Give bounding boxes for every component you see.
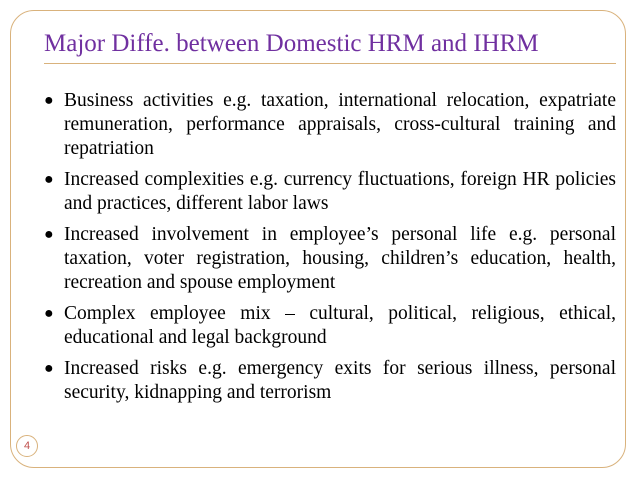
bullet-item bbox=[44, 302, 616, 350]
bullet-text: Complex employee mix – cultural, political, religious, ethical, educational and legal background bbox=[64, 303, 616, 348]
page-number-badge: 4 bbox=[16, 435, 38, 457]
bullet-icon: ● bbox=[44, 305, 54, 322]
bullet-item bbox=[44, 89, 616, 161]
bullet-item bbox=[44, 223, 616, 295]
bullet-icon: ● bbox=[44, 171, 54, 188]
bullet-text: Increased risks e.g. emergency exits for serious illness, personal security, kidnapping and terrorism bbox=[64, 358, 616, 403]
bullet-list bbox=[44, 89, 616, 412]
slide-title: Major Diffe. between Domestic HRM and IHRM bbox=[44, 30, 539, 57]
bullet-text: Business activities e.g. taxation, international relocation, expatriate remuneration, performance appraisals, cross-cultural training and repatriation bbox=[64, 90, 616, 159]
bullet-text: Increased complexities e.g. currency fluctuations, foreign HR policies and practices, different labor laws bbox=[64, 169, 616, 214]
title-divider bbox=[44, 63, 616, 64]
bullet-item bbox=[44, 168, 616, 216]
bullet-icon: ● bbox=[44, 92, 54, 109]
bullet-icon: ● bbox=[44, 360, 54, 377]
bullet-item bbox=[44, 357, 616, 405]
bullet-icon: ● bbox=[44, 226, 54, 243]
bullet-text: Increased involvement in employee’s personal life e.g. personal taxation, voter registration, housing, children’s education, health, recreation and spouse employment bbox=[64, 224, 616, 293]
